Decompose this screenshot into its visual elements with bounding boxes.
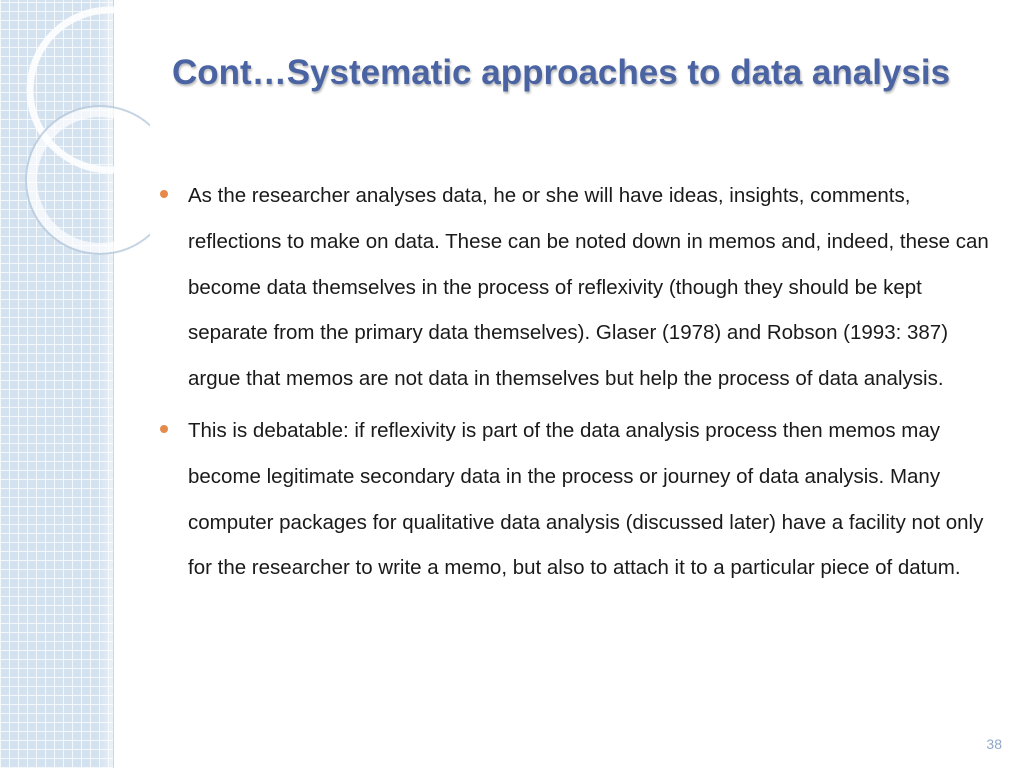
slide-title: Cont…Systematic approaches to data analysis — [172, 53, 951, 92]
bullet-text: This is debatable: if reflexivity is part of the data analysis process then memos may become legitimate secondary data in the process or journey of data analysis. Many computer packages for qualitative data analysis (discussed later) have a facility not only for the researcher to write a memo, but also to attach it to a particular piece of datum. — [188, 418, 984, 580]
bullet-item — [160, 173, 990, 402]
decorative-circle-lower — [32, 112, 150, 248]
slide-number: 38 — [986, 736, 1002, 752]
bullet-list — [160, 173, 990, 597]
decorative-circle-upper — [30, 10, 150, 170]
decorative-circle-lower-shade — [26, 106, 150, 254]
bullet-item — [160, 408, 990, 591]
bullet-icon — [160, 425, 168, 433]
bullet-text: As the researcher analyses data, he or she will have ideas, insights, comments, reflections to make on data. These can be noted down in memos and, indeed, these can become data themselves in the process of reflexivity (though they should be kept separate from the primary data themselves). Glaser (1978) and Robson (1993: 387) argue that memos are not data in themselves but help the process of data analysis. — [188, 184, 989, 391]
bullet-icon — [160, 190, 168, 198]
decorative-circles-icon — [0, 0, 150, 280]
